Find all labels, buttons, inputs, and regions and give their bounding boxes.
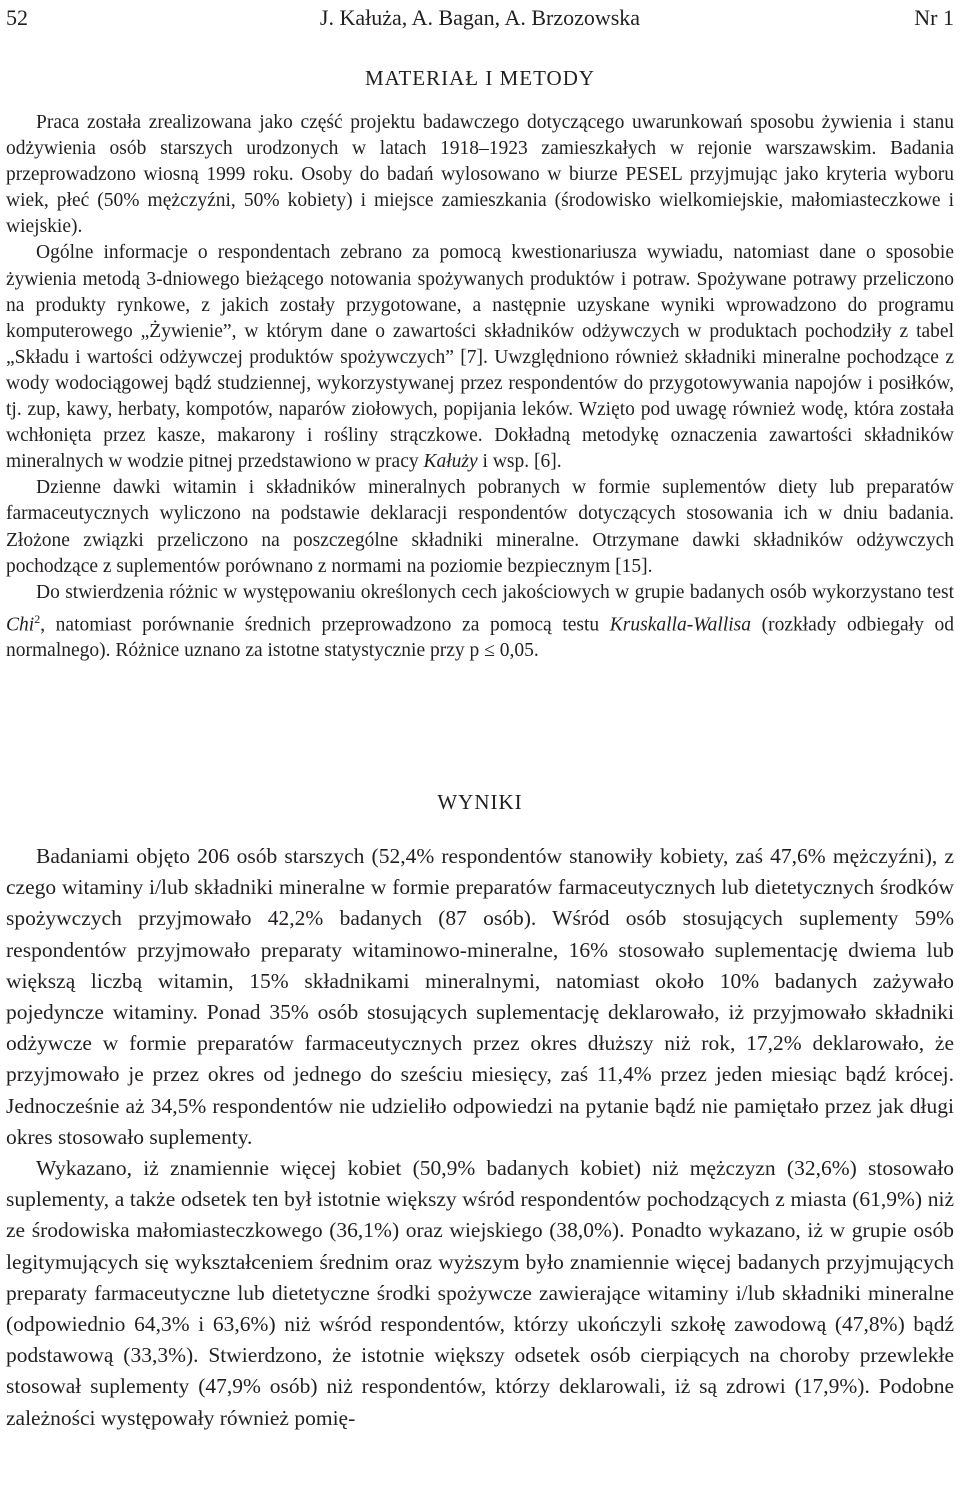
paragraph: Dzienne dawki witamin i składników mineralnych pobranych w formie suplementów diety lub preparatów farmaceutycznych wyliczono na podstawie deklaracji respondentów dotyczących stosowania ich w dniu badania. Złożone związki przeliczono na poszczególne składniki mineralne. Otrzymane dawki składników odżywczych pochodzące z suplementów porównano z normami na poziomie bezpiecznym [15]. bbox=[6, 477, 954, 577]
superscript: 2 bbox=[34, 611, 41, 626]
paragraph: Ogólne informacje o respondentach zebrano za pomocą kwestionariusza wywiadu, natomiast dane o sposobie żywienia metodą 3-dniowego bieżącego notowania spożywanych produktów i potraw. Spożywane potrawy przeliczono na produkty rynkowe, z jakich zostały przygotowane, a następnie uzyskane wyniki wprowadzono do programu komputerowego „Żywienie”, w którym dane o zawartości składników odżywczych w produktach pochodziły z tabel „Składu i wartości odżywczej produktów spożywczych” [7]. Uwzględniono również składniki mineralne pochodzące z wody wodociągowej bądź studziennej, wykorzystywanej przez respondentów do przygotowywania napojów i posiłków, tj. zup, kawy, herbaty, kompotów, naparów ziołowych, popijania leków. Wzięto pod uwagę również wodę, która została wchłonięta przez kasze, makarony i rośliny strączkowe. Dokładną metodykę oznaczenia zawartości składników mineralnych w wodzie pitnej przedstawiono w pracy Kałuży i wsp. [6]. bbox=[6, 242, 954, 473]
header-authors: J. Kałuża, A. Bagan, A. Brzozowska bbox=[319, 5, 641, 30]
section-heading-methods: MATERIAŁ I METODY bbox=[364, 66, 596, 90]
issue-number: Nr 1 bbox=[914, 5, 954, 30]
results-section bbox=[6, 841, 954, 1434]
test-name-kruskal: Kruskalla-Wallisa bbox=[609, 614, 751, 636]
paragraph: Praca została zrealizowana jako część projektu badawczego dotyczącego uwarunkowań sposobu żywienia i stanu odżywienia osób starszych urodzonych w latach 1918–1923 zamieszkałych w rejonie warszawskim. Badania przeprowadzono wiosną 1999 roku. Osoby do badań wylosowano w biurze PESEL przyjmując jako kryteria wyboru wiek, płeć (50% mężczyźni, 50% kobiety) i miejsce zamieszkania (środowisko wielkomiejskie, małomiasteczkowe i wiejskie). bbox=[6, 112, 954, 238]
page-number: 52 bbox=[6, 5, 28, 30]
paragraph: Wykazano, iż znamiennie więcej kobiet (50,9% badanych kobiet) niż mężczyzn (32,6%) stosowało suplementy, a także odsetek ten był istotnie większy wśród respondentów pochodzących z miasta (61,9%) niż ze środowiska małomiasteczkowego (36,1%) oraz wiejskiego (38,0%). Ponadto wykazano, iż w grupie osób legitymujących się wykształceniem średnim oraz wyższym było znamiennie więcej badanych przyjmujących preparaty farmaceutyczne lub dietetyczne środki spożywcze zawierające witaminy i/lub składniki mineralne (odpowiednio 64,3% i 63,6%) niż wśród respondentów, którzy ukończyli szkołę zawodową (47,8%) bądź podstawową (33,3%). Stwierdzono, że istotnie większy odsetek osób cierpiących na choroby przewlekłe stosował suplementy (47,9% osób) niż respondentów, którzy deklarowali, iż są zdrowi (17,9%). Podobne zależności występowały również pomię- bbox=[6, 1156, 954, 1430]
running-header bbox=[0, 2, 960, 34]
test-name-chi: Chi bbox=[6, 614, 35, 636]
citation-author: Kałuży bbox=[423, 451, 478, 473]
paragraph: Badaniami objęto 206 osób starszych (52,4% respondentów stanowiły kobiety, zaś 47,6% mężczyźni), z czego witaminy i/lub składniki mineralne w formie preparatów farmaceutycznych lub dietetycznych środków spożywczych przyjmowało 42,2% badanych (87 osób). Wśród osób stosujących suplementy 59% respondentów przyjmowało preparaty witaminowo-mineralne, 16% stosowało suplementację dwiema lub większą liczbą witamin, 15% składnikami mineralnymi, natomiast około 10% badanych zażywało pojedyncze witaminy. Ponad 35% osób stosujących suplementację deklarowało, iż przyjmowało składniki odżywcze w formie preparatów farmaceutycznych przez okres dłuższy niż rok, 17,2% deklarowało, że przyjmowało je przez okres od jednego do sześciu miesięcy, zaś 11,4% przez jeden miesiąc bądź krócej. Jednocześnie aż 34,5% respondentów nie udzieliło odpowiedzi na pytanie bądź nie pamiętało przez jak długi okres stosowało suplementy. bbox=[6, 844, 954, 1149]
paragraph: Do stwierdzenia różnic w występowaniu określonych cech jakościowych w grupie badanych osób wykorzystano test Chi$^2$, natomiast porównanie średnich przeprowadzono za pomocą testu Kruskalla-Wallisa (rozkłady odbiegały od normalnego). Różnice uznano za istotne statystycznie przy p ≤ 0,05. bbox=[6, 581, 954, 662]
methods-section bbox=[6, 110, 954, 664]
section-heading-results: WYNIKI bbox=[437, 790, 523, 814]
